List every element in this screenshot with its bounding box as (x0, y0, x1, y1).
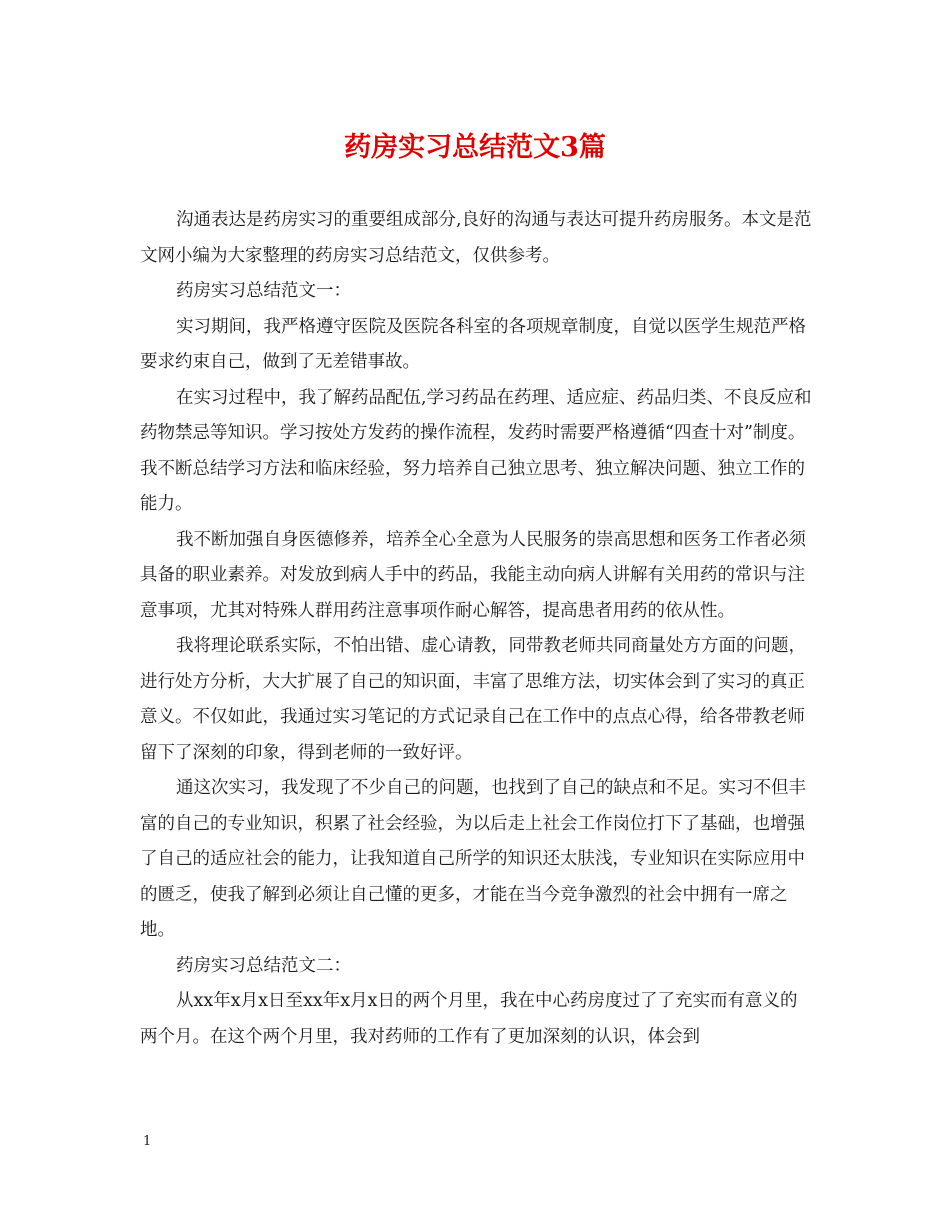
body-paragraph: 我将理论联系实际，不怕出错、虚心请教，同带教老师共同商量处方方面的问题，进行处方分析，大大扩展了自己的知识面，丰富了思维方法，切实体会到了实习的真正意义。不仅如此，我通过实习笔记的方式记录自己在工作中的点点心得，给各带教老师留下了深刻的印象，得到老师的一致好评。 (140, 636, 806, 763)
body-paragraph: 我不断加强自身医德修养，培养全心全意为人民服务的崇高思想和医务工作者必须具备的职业素养。对发放到病人手中的药品，我能主动向病人讲解有关用药的常识与注意事项，尤其对特殊人群用药注意事项作耐心解答，提高患者用药的依从性。 (140, 529, 806, 621)
body-paragraph: 在实习过程中，我了解药品配伍,学习药品在药理、适应症、药品归类、不良反应和药物禁忌等知识。学习按处方发药的操作流程，发药时需要严格遵循“四查十对”制度。我不断总结学习方法和临床经验，努力培养自己独立思考、独立解决问题、独立工作的能力。 (140, 387, 812, 514)
intro-paragraph: 沟通表达是药房实习的重要组成部分,良好的沟通与表达可提升药房服务。本文是范文网小编为大家整理的药房实习总结范文，仅供参考。 (140, 210, 812, 266)
body-paragraph: 从xx年x月x日至xx年x月x日的两个月里，我在中心药房度过了了充实而有意义的两个月。在这个两个月里，我对药师的工作有了更加深刻的认识，体会到 (140, 991, 798, 1047)
section-heading-1: 药房实习总结范文一： (176, 281, 351, 301)
document-title: 药房实习总结范文3篇 (344, 132, 606, 163)
document-body (140, 203, 812, 1055)
body-paragraph: 实习期间，我严格遵守医院及医院各科室的各项规章制度，自觉以医学生规范严格要求约束自己，做到了无差错事故。 (140, 316, 806, 372)
body-paragraph: 通这次实习，我发现了不少自己的问题，也找到了自己的缺点和不足。实习不但丰富的自己的专业知识，积累了社会经验，为以后走上社会工作岗位打下了基础，也增强了自己的适应社会的能力，让我知道自己所学的知识还太肤浅，专业知识在实际应用中的匮乏，使我了解到必须让自己懂的更多，才能在当今竞争激烈的社会中拥有一席之地。 (140, 778, 806, 940)
page-number: 1 (143, 1134, 152, 1149)
section-heading-2: 药房实习总结范文二： (176, 955, 351, 976)
